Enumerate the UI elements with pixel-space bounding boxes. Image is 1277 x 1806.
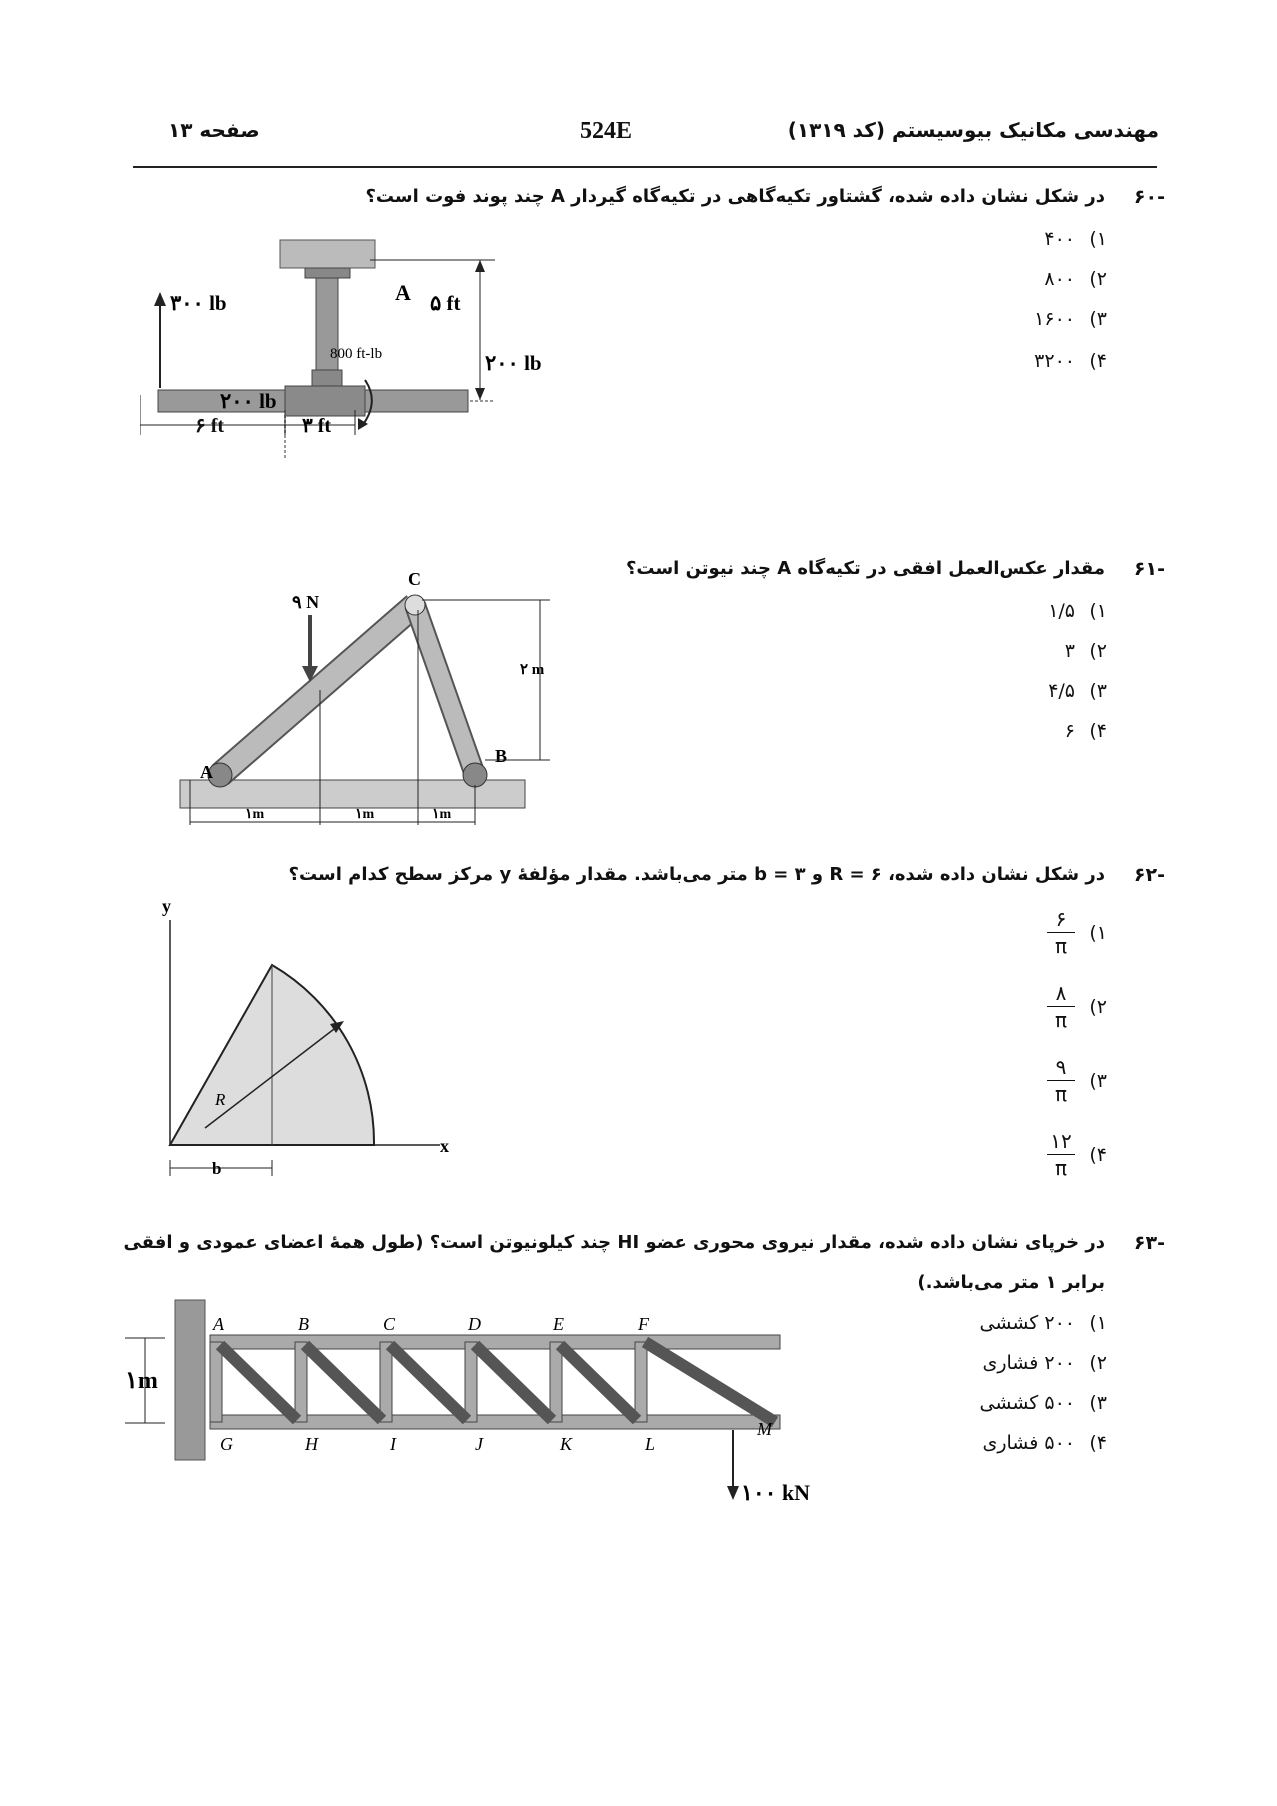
option-number: ۴) [1089, 1432, 1107, 1454]
question-63-text-line1: در خرپای نشان داده شده، مقدار نیروی محوری عضو HI چند کیلونیوتن است؟ (طول همهٔ اعضای عمودی و افقی [123, 1232, 1105, 1253]
dim-right-label: ۳ ft [302, 415, 332, 437]
vertical-member [465, 1342, 477, 1422]
question-62-option-4[interactable] [1047, 1130, 1107, 1179]
height-label: ۱m [125, 1368, 158, 1394]
numerator: ۶ [1055, 907, 1067, 931]
question-60-option-1[interactable] [1044, 228, 1107, 250]
question-62-number: -۶۲ [1133, 864, 1165, 886]
question-63-option-2[interactable] [982, 1352, 1107, 1374]
option-value: ۴۰۰ [1044, 228, 1075, 250]
denominator: π [1054, 1008, 1068, 1032]
vertical-member [295, 1342, 307, 1422]
radius-label: R [215, 1090, 226, 1109]
node-label-bottom: I [390, 1434, 396, 1454]
vertical-member [380, 1342, 392, 1422]
option-value: ۱/۵ [1048, 600, 1075, 622]
page-number: صفحه ۱۳ [168, 118, 260, 142]
header-divider [133, 166, 1157, 168]
node-label-top: A [213, 1314, 224, 1334]
diagonal-member [220, 1345, 297, 1420]
numerator: ۹ [1055, 1055, 1067, 1079]
node-label-top: F [638, 1314, 649, 1334]
wall-support [175, 1300, 205, 1460]
dim1-label: ۱m [245, 807, 265, 822]
pin-C [405, 595, 425, 615]
diagonal-member [560, 1345, 637, 1420]
question-63-option-1[interactable] [980, 1312, 1107, 1334]
exam-code: 524E [580, 118, 633, 144]
question-60-option-4[interactable] [1034, 350, 1107, 372]
option-number: ۱) [1089, 1312, 1107, 1334]
node-label-tip: M [757, 1419, 772, 1439]
node-label-top: E [553, 1314, 564, 1334]
label-A: A [395, 280, 411, 305]
height-label: ۵ ft [430, 291, 461, 315]
denominator: π [1054, 1156, 1068, 1180]
ceiling-support [280, 240, 375, 268]
force-up-label: ۳۰۰ lb [170, 291, 227, 315]
diagonal-member [475, 1345, 552, 1420]
option-value: ۵۰۰ فشاری [982, 1432, 1075, 1454]
fraction [1047, 1130, 1075, 1179]
label-B: B [495, 746, 508, 766]
option-value: ۶ [1064, 720, 1075, 742]
node-label-bottom: J [475, 1434, 483, 1454]
arrow-head [154, 292, 166, 306]
question-62-figure [150, 890, 470, 1190]
question-61-option-3[interactable] [1048, 680, 1107, 702]
question-61-number: -۶۱ [1133, 558, 1165, 580]
question-62-option-2[interactable] [1047, 982, 1107, 1031]
member-AC-fill [220, 605, 415, 775]
option-number: ۱) [1089, 228, 1107, 250]
member-CB-fill [415, 605, 475, 775]
pin-B [463, 763, 487, 787]
denominator: π [1054, 934, 1068, 958]
course-title: مهندسی مکانیک بیوسیستم (کد ۱۳۱۹) [787, 118, 1159, 142]
question-60-option-2[interactable] [1044, 268, 1107, 290]
node-label-top: B [298, 1314, 309, 1334]
fraction-bar [1047, 1154, 1075, 1155]
fraction [1047, 982, 1075, 1031]
option-number: ۳) [1089, 1069, 1107, 1092]
option-value: ۱۶۰۰ [1034, 308, 1075, 330]
option-value: ۲۰۰ کششی [979, 1312, 1075, 1334]
base-label: b [212, 1159, 222, 1178]
fraction [1047, 1056, 1075, 1105]
force-right-label: ۲۰۰ lb [485, 351, 542, 375]
dim2-label: ۱m [355, 807, 375, 822]
question-60-figure [140, 230, 560, 510]
arrow-head [727, 1486, 739, 1500]
arrow-head [475, 388, 485, 400]
flange [305, 268, 350, 278]
option-number: ۲) [1089, 640, 1107, 662]
option-number: ۱) [1089, 600, 1107, 622]
diagonal-member [645, 1342, 775, 1422]
fraction-bar [1047, 932, 1075, 933]
load-label: ۱۰۰ kN [741, 1480, 811, 1505]
y-axis-label: y [162, 896, 171, 916]
fraction-bar [1047, 1080, 1075, 1081]
option-value: ۸۰۰ [1044, 268, 1075, 290]
option-number: ۴) [1089, 1143, 1107, 1166]
label-A: A [200, 762, 213, 782]
option-number: ۴) [1089, 720, 1107, 742]
node-label-top: C [383, 1314, 396, 1334]
node-label-bottom: L [645, 1434, 656, 1454]
option-value: ۳ [1064, 640, 1075, 662]
option-value: ۵۰۰ کششی [979, 1392, 1075, 1414]
diagonal-member [305, 1345, 382, 1420]
question-61-option-2[interactable] [1065, 640, 1107, 662]
node-label-bottom: K [560, 1434, 573, 1454]
option-number: ۳) [1089, 680, 1107, 702]
question-60-text: در شکل نشان داده شده، گشتاور تکیه‌گاهی در تکیه‌گاه گیردار A چند پوند فوت است؟ [365, 186, 1105, 207]
numerator: ۸ [1055, 981, 1067, 1005]
diagonal-member [390, 1345, 467, 1420]
height-label: ۲ m [520, 662, 545, 678]
question-63-text-line2: برابر ۱ متر می‌باشد.) [917, 1272, 1105, 1293]
question-62-text: در شکل نشان داده شده، R = ۶ و b = ۳ متر می‌باشد. مقدار مؤلفهٔ y مرکز سطح کدام است؟ [288, 864, 1105, 885]
question-62-option-1[interactable] [1047, 908, 1107, 957]
question-62-option-3[interactable] [1047, 1056, 1107, 1105]
option-value: ۳۲۰۰ [1034, 350, 1075, 372]
option-number: ۳) [1089, 308, 1107, 330]
fraction [1047, 908, 1075, 957]
option-number: ۲) [1089, 995, 1107, 1018]
denominator: π [1054, 1082, 1068, 1106]
question-61-figure [160, 560, 580, 850]
option-number: ۲) [1089, 268, 1107, 290]
question-63-option-4[interactable] [982, 1432, 1107, 1454]
question-63-figure [125, 1290, 845, 1530]
numerator: ۱۲ [1050, 1129, 1072, 1153]
moment-label: 800 ft-lb [330, 346, 383, 362]
node-label-bottom: H [305, 1434, 318, 1454]
question-61-text: مقدار عکس‌العمل افقی در تکیه‌گاه A چند نیوتن است؟ [625, 558, 1105, 579]
vertical-member [550, 1342, 562, 1422]
label-C: C [408, 569, 421, 589]
vertical-member [635, 1342, 647, 1422]
arrow-head [475, 260, 485, 272]
pipe-joint [312, 370, 342, 386]
dim-left-label: ۶ ft [195, 415, 225, 437]
question-63-number: -۶۳ [1133, 1232, 1165, 1254]
option-value: ۲۰۰ فشاری [982, 1352, 1075, 1374]
node-label-bottom: G [220, 1434, 233, 1454]
question-60-option-3[interactable] [1034, 308, 1107, 330]
dim3-label: ۱m [432, 807, 452, 822]
question-61-option-4[interactable] [1065, 720, 1107, 742]
option-number: ۱) [1089, 921, 1107, 944]
option-number: ۳) [1089, 1392, 1107, 1414]
tee-fitting [285, 386, 365, 416]
vertical-member [210, 1342, 222, 1422]
option-number: ۴) [1089, 350, 1107, 372]
option-value: ۴/۵ [1048, 680, 1075, 702]
fraction-bar [1047, 1006, 1075, 1007]
force-down-label: ۲۰۰ lb [220, 389, 277, 413]
load-label: ۹ N [292, 592, 320, 612]
question-63-option-3[interactable] [980, 1392, 1107, 1414]
x-axis-label: x [440, 1136, 449, 1156]
option-number: ۲) [1089, 1352, 1107, 1374]
node-label-top: D [468, 1314, 481, 1334]
question-61-option-1[interactable] [1048, 600, 1107, 622]
question-60-number: -۶۰ [1133, 186, 1165, 208]
